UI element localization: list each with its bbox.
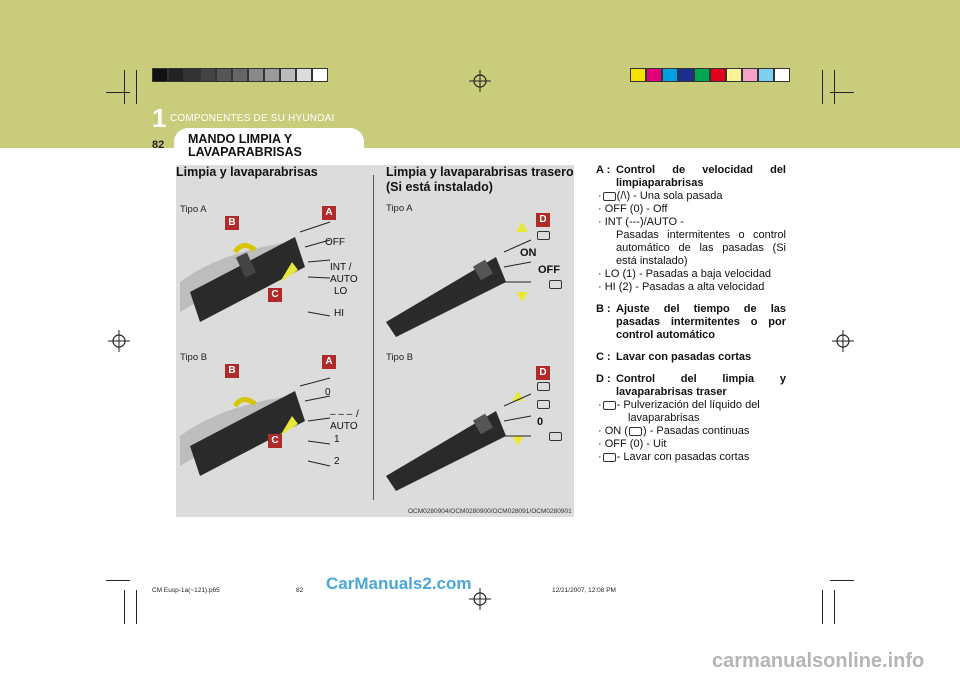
color-bar bbox=[630, 68, 790, 82]
registration-mark-icon bbox=[108, 330, 130, 352]
label-on: ON bbox=[520, 247, 537, 259]
badge-a-tipo-b: A bbox=[322, 355, 336, 369]
tipo-a-right: Tipo A bbox=[386, 203, 413, 214]
badge-b-tipo-a: B bbox=[225, 216, 239, 230]
figure-left-heading: Limpia y lavaparabrisas bbox=[176, 165, 318, 179]
badge-b-tipo-b: B bbox=[225, 364, 239, 378]
badge-c-tipo-b: C bbox=[268, 434, 282, 448]
watermark-carmanualsonline[interactable]: carmanualsonline.info bbox=[712, 650, 925, 672]
washer-icon bbox=[537, 400, 550, 409]
page-number: 82 bbox=[152, 139, 165, 151]
item-d-spray: · - Pulverización del líquido del bbox=[598, 399, 760, 411]
figure-right-heading-2: (Si está instalado) bbox=[386, 180, 493, 194]
item-c: C : Lavar con pasadas cortas bbox=[596, 351, 752, 363]
wiper-icon bbox=[629, 427, 642, 436]
label-two: 2 bbox=[334, 456, 340, 467]
figure-divider bbox=[373, 175, 374, 500]
label-dash: – – – bbox=[330, 409, 353, 420]
instructions-column bbox=[596, 164, 786, 464]
item-a-int: · INT (---)/AUTO - bbox=[598, 216, 684, 228]
label-off: OFF bbox=[325, 237, 345, 248]
washer-icon bbox=[603, 401, 616, 410]
item-d-short: · - Lavar con pasadas cortas bbox=[598, 451, 750, 463]
footer-file: CM Eusp-1a(~121).p65 bbox=[152, 587, 220, 594]
label-auto-b: AUTO bbox=[330, 421, 358, 432]
registration-mark-icon bbox=[469, 70, 491, 92]
badge-c-tipo-a: C bbox=[268, 288, 282, 302]
footer-date: 12/21/2007, 12:08 PM bbox=[552, 587, 616, 594]
washer-icon bbox=[549, 280, 562, 289]
label-lo: LO bbox=[334, 286, 348, 297]
crop-mark bbox=[822, 70, 823, 104]
badge-d-tipo-b: D bbox=[536, 366, 550, 380]
crop-mark bbox=[136, 590, 137, 624]
crop-mark bbox=[106, 92, 130, 93]
item-a-mist: · (/\) - Una sola pasada bbox=[598, 190, 723, 202]
label-slash: / bbox=[356, 409, 359, 420]
figure-right-heading-1: Limpia y lavaparabrisas trasero bbox=[386, 165, 574, 179]
registration-mark-icon bbox=[832, 330, 854, 352]
section-title: MANDO LIMPIA Y LAVAPARABRISAS bbox=[188, 132, 302, 159]
crop-mark bbox=[124, 590, 125, 624]
label-zero-b: 0 bbox=[325, 387, 331, 398]
washer-icon bbox=[537, 382, 550, 391]
item-d-spray-cont: lavaparabrisas bbox=[628, 412, 700, 424]
crop-mark bbox=[830, 92, 854, 93]
grayscale-bar bbox=[152, 68, 328, 82]
label-hi: HI bbox=[334, 308, 344, 319]
figure-code: OCM028090​4/OCM0280900/OCM028091/OCM0280901 bbox=[408, 508, 572, 515]
label-one: 1 bbox=[334, 434, 340, 445]
washer-icon bbox=[549, 432, 562, 441]
crop-mark bbox=[124, 70, 125, 104]
mist-icon bbox=[603, 192, 616, 201]
crop-mark bbox=[136, 70, 137, 104]
item-a-int-desc: Pasadas intermitentes o control automático de las pasadas (Si está instalado) bbox=[616, 229, 786, 267]
item-d-off: · OFF (0) - Uit bbox=[598, 438, 667, 450]
crop-mark bbox=[822, 590, 823, 624]
chapter-title: COMPONENTES DE SU HYUNDAI bbox=[170, 113, 335, 124]
item-b: B : Ajuste del tiempo de las pasadas intermitentes o por control automático bbox=[596, 303, 786, 341]
footer-page: 82 bbox=[296, 587, 304, 594]
washer-icon bbox=[603, 453, 616, 462]
registration-mark-icon bbox=[469, 588, 491, 610]
crop-mark bbox=[106, 580, 130, 581]
badge-a-tipo-a: A bbox=[322, 206, 336, 220]
label-auto: AUTO bbox=[330, 274, 358, 285]
tipo-b-right: Tipo B bbox=[386, 352, 414, 363]
crop-mark bbox=[830, 580, 854, 581]
washer-icon bbox=[537, 231, 550, 240]
tipo-a-left: Tipo A bbox=[180, 204, 207, 215]
crop-mark bbox=[834, 590, 835, 624]
label-off-rear: OFF bbox=[538, 264, 560, 276]
item-a-off: · OFF (0) - Off bbox=[598, 203, 668, 215]
crop-mark bbox=[834, 70, 835, 104]
item-a-lo: · LO (1) - Pasadas a baja velocidad bbox=[598, 268, 772, 280]
item-d-on: · ON ( ) - Pasadas continuas bbox=[598, 425, 750, 437]
chapter-number: 1 bbox=[152, 103, 167, 133]
item-a: A : Control de velocidad del limpiaparabrisas bbox=[596, 164, 786, 189]
item-a-hi: · HI (2) - Pasadas a alta velocidad bbox=[598, 281, 765, 293]
badge-d-tipo-a: D bbox=[536, 213, 550, 227]
label-zero-rear: 0 bbox=[537, 416, 544, 428]
watermark-carmanuals2[interactable]: CarManuals2.com bbox=[326, 574, 472, 593]
item-d: D : Control del limpia y lavaparabrisas traser bbox=[596, 373, 786, 398]
tipo-b-left: Tipo B bbox=[180, 352, 208, 363]
label-int: INT / bbox=[330, 262, 352, 273]
